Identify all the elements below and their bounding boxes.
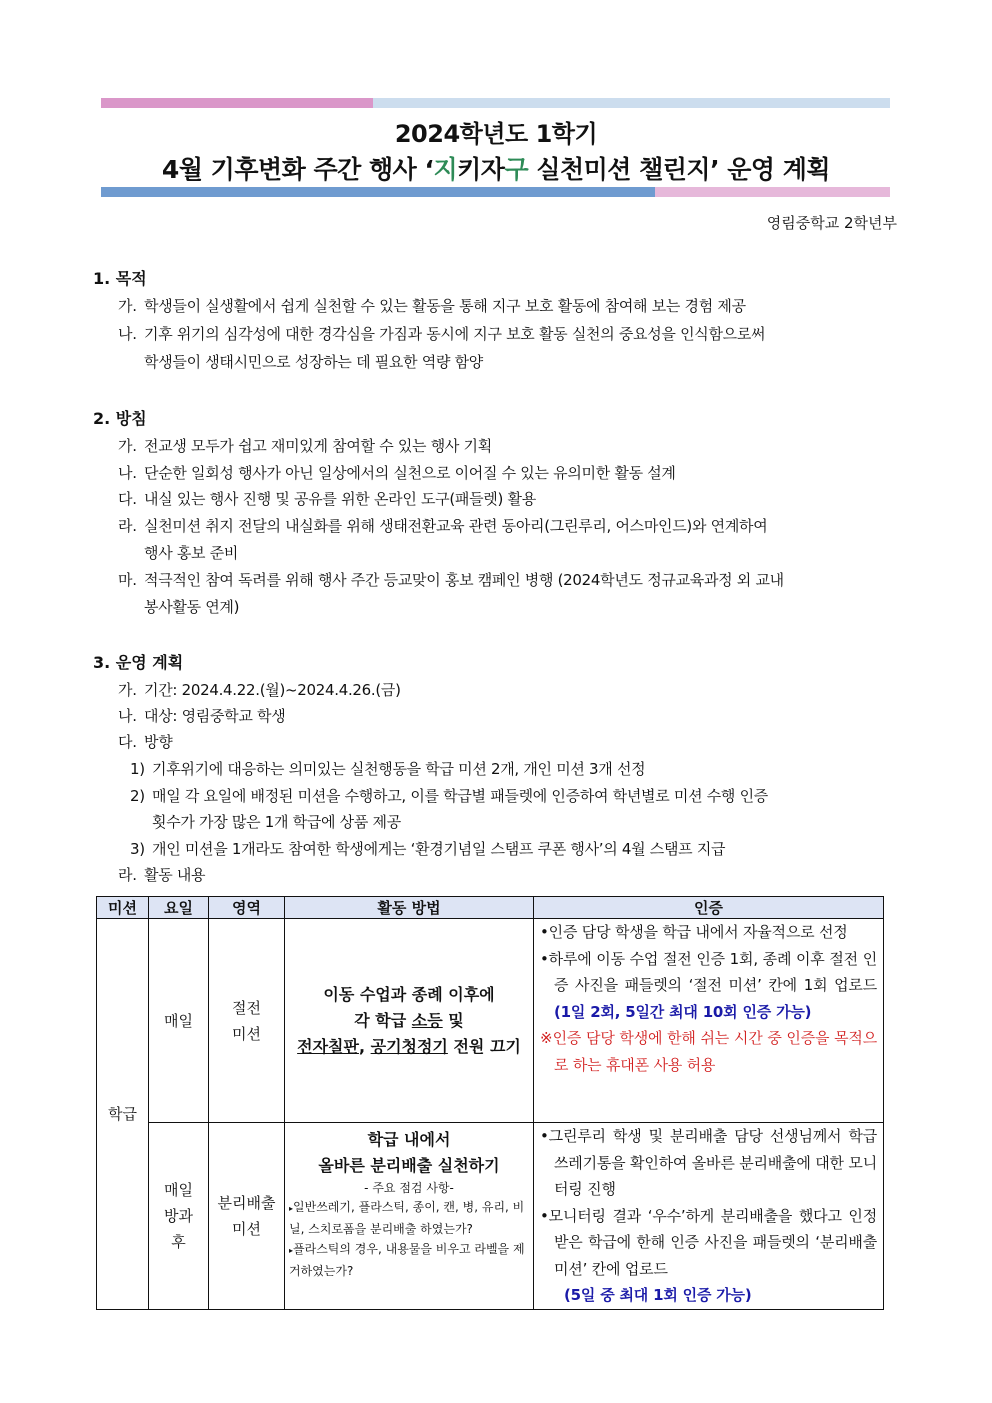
day-line: 매일 bbox=[164, 1180, 193, 1199]
title-part: 4월 기후변화 주간 행사 ‘ bbox=[161, 155, 434, 184]
item-label: 라. bbox=[118, 866, 137, 884]
item-label: 3) bbox=[130, 840, 145, 858]
triangle-bullet-icon: ▸ bbox=[289, 1246, 294, 1255]
item-text: 전교생 모두가 쉽고 재미있게 참여할 수 있는 행사 기획 bbox=[144, 437, 492, 455]
cert-text: •하루에 이동 수업 절전 인증 1회, 종례 이후 절전 인증 사진을 패들렛의 ‘절전 미션’ 칸에 1회 업로드 bbox=[540, 949, 877, 994]
table-header-row bbox=[97, 897, 884, 919]
section-2-item bbox=[118, 513, 898, 539]
method-line: 학급 내에서 bbox=[367, 1130, 451, 1149]
item-text: 실천미션 취지 전달의 내실화를 위해 생태전환교육 관련 동아리(그린루리, 어스마인드)와 연계하여 bbox=[144, 517, 768, 535]
direction-item bbox=[130, 756, 898, 782]
area-line: 분리배출 bbox=[217, 1193, 276, 1212]
col-header-certification: 인증 bbox=[534, 897, 884, 919]
section-1-item-cont: 학생들이 생태시민으로 성장하는 데 필요한 역량 함양 bbox=[144, 353, 483, 371]
item-label: 나. bbox=[118, 325, 137, 343]
table-row bbox=[97, 919, 884, 1123]
method-text: 전원 끄기 bbox=[447, 1036, 521, 1056]
method-underlined: 공기청정기 bbox=[370, 1036, 448, 1056]
item-text: 단순한 일회성 행사가 아닌 일상에서의 실천으로 이어질 수 있는 유의미한 활동 설계 bbox=[144, 464, 676, 482]
col-header-method: 활동 방법 bbox=[285, 897, 534, 919]
item-text: 활동 내용 bbox=[144, 866, 206, 884]
item-text: 개인 미션을 1개라도 참여한 학생에게는 ‘환경기념일 스탬프 쿠폰 행사’의 4월 스탬프 지급 bbox=[152, 840, 726, 858]
area-line: 미션 bbox=[232, 1024, 261, 1043]
mission-cell bbox=[97, 919, 149, 1310]
item-label: 1) bbox=[130, 760, 145, 778]
cert-note: ※인증 담당 학생에 한해 쉬는 시간 중 인증을 목적으로 하는 휴대폰 사용 허용 bbox=[540, 1029, 877, 1074]
certification-cell bbox=[534, 1123, 884, 1310]
table-row bbox=[97, 1123, 884, 1310]
item-label: 마. bbox=[118, 571, 137, 589]
method-cell bbox=[285, 919, 534, 1123]
item-label: 나. bbox=[118, 464, 137, 482]
title-accent: 지 bbox=[433, 155, 458, 184]
title-part: 키자 bbox=[457, 155, 505, 184]
item-text: 적극적인 참여 독려를 위해 행사 주간 등교맞이 홍보 캠페인 병행 (2024학년도 정규교육과정 외 교내 bbox=[144, 571, 784, 589]
cert-bullet: •인증 담당 학생을 학급 내에서 자율적으로 선정 bbox=[540, 923, 848, 941]
top-bar-lightblue bbox=[373, 98, 890, 108]
section-1-item bbox=[118, 293, 898, 319]
method-line bbox=[285, 1034, 533, 1060]
method-cell bbox=[285, 1123, 534, 1310]
title-part: 실천미션 챌린지’ 운영 계획 bbox=[528, 155, 831, 184]
item-label: 2) bbox=[130, 787, 145, 805]
section-2-item bbox=[118, 460, 898, 486]
item-text: 내실 있는 행사 진행 및 공유를 위한 온라인 도구(패들렛) 활용 bbox=[144, 490, 536, 508]
top-bar-pink bbox=[101, 98, 373, 108]
cert-bullet: •그린루리 학생 및 분리배출 담당 선생님께서 학급 쓰레기통을 확인하여 올바른 분리배출에 대한 모니터링 진행 bbox=[540, 1127, 877, 1198]
direction-item bbox=[130, 783, 898, 809]
bottom-bar-blue bbox=[101, 187, 655, 197]
area-line: 미션 bbox=[232, 1219, 261, 1238]
item-text: 매일 각 요일에 배정된 미션을 수행하고, 이를 학급별 패들렛에 인증하여 학년별로 미션 수행 인증 bbox=[152, 787, 768, 805]
item-text: 방향 bbox=[144, 733, 173, 751]
check-text: 플라스틱의 경우, 내용물을 비우고 라벨을 제거하였는가? bbox=[289, 1242, 525, 1278]
method-line bbox=[285, 1008, 533, 1034]
day-line: 방과 bbox=[164, 1206, 193, 1225]
method-underlined: 전자칠판 bbox=[297, 1036, 359, 1056]
section-2-item bbox=[118, 567, 898, 593]
check-item bbox=[285, 1239, 533, 1281]
col-header-day: 요일 bbox=[149, 897, 209, 919]
item-label: 가. bbox=[118, 681, 137, 699]
section-3-item bbox=[118, 729, 898, 755]
title-line-1: 2024학년도 1학기 bbox=[394, 120, 598, 148]
item-label: 다. bbox=[118, 490, 137, 508]
organization: 영림중학교 2학년부 bbox=[766, 214, 897, 232]
section-3-heading: 3. 운영 계획 bbox=[93, 653, 184, 672]
item-text: 대상: 영림중학교 학생 bbox=[144, 707, 286, 725]
cert-highlight: (5일 중 최대 1회 인증 가능) bbox=[564, 1286, 752, 1304]
method-text: 및 bbox=[442, 1010, 464, 1030]
item-text: 기간: 2024.4.22.(월)~2024.4.26.(금) bbox=[144, 681, 401, 699]
check-text: 일반쓰레기, 플라스틱, 종이, 캔, 병, 유리, 비닐, 스치로폼을 분리배출 하였는가? bbox=[289, 1200, 525, 1236]
section-3-item bbox=[118, 703, 898, 729]
check-item bbox=[285, 1197, 533, 1239]
col-header-mission: 미션 bbox=[97, 897, 149, 919]
activity-table bbox=[96, 896, 884, 1310]
item-label: 가. bbox=[118, 437, 137, 455]
method-text: 각 학급 bbox=[354, 1010, 412, 1030]
title-accent: 구 bbox=[504, 155, 529, 184]
area-line: 절전 bbox=[232, 998, 261, 1017]
method-line: 올바른 분리배출 실천하기 bbox=[318, 1156, 500, 1175]
section-3-item bbox=[118, 677, 898, 703]
section-1-item bbox=[118, 321, 898, 347]
cert-bullet: •모니터링 결과 ‘우수’하게 분리배출을 했다고 인정받은 학급에 한해 인증 사진을 패들렛의 ‘분리배출 미션’ 칸에 업로드 bbox=[540, 1206, 877, 1278]
section-1-heading: 1. 목적 bbox=[93, 269, 147, 288]
item-label: 라. bbox=[118, 517, 137, 535]
mission-label: 학급 bbox=[108, 1105, 137, 1124]
day-line: 후 bbox=[171, 1232, 186, 1251]
section-2-item-cont: 봉사활동 연계) bbox=[144, 598, 240, 616]
item-text: 기후위기에 대응하는 의미있는 실천행동을 학급 미션 2개, 개인 미션 3개 선정 bbox=[152, 760, 646, 778]
col-header-area: 영역 bbox=[209, 897, 285, 919]
item-label: 가. bbox=[118, 297, 137, 315]
item-label: 다. bbox=[118, 733, 137, 751]
section-2-item bbox=[118, 433, 898, 459]
day-cell bbox=[149, 1123, 209, 1310]
section-2-item-cont: 행사 홍보 준비 bbox=[144, 544, 239, 562]
section-2-item bbox=[118, 486, 898, 512]
bottom-bar-pink bbox=[655, 187, 890, 197]
section-2-heading: 2. 방침 bbox=[93, 409, 147, 428]
method-text: , bbox=[358, 1036, 371, 1056]
direction-item-cont: 횟수가 가장 많은 1개 학급에 상품 제공 bbox=[152, 813, 401, 831]
item-label: 나. bbox=[118, 707, 137, 725]
section-3-item bbox=[118, 862, 898, 888]
method-subheading: - 주요 점검 사항- bbox=[364, 1181, 454, 1195]
direction-item bbox=[130, 836, 898, 862]
title-line-2 bbox=[0, 150, 992, 186]
triangle-bullet-icon: ▸ bbox=[289, 1204, 294, 1213]
item-text: 기후 위기의 심각성에 대한 경각심을 가짐과 동시에 지구 보호 활동 실천의 중요성을 인식함으로써 bbox=[144, 325, 766, 343]
day-cell: 매일 bbox=[149, 919, 209, 1123]
area-cell bbox=[209, 919, 285, 1123]
area-cell bbox=[209, 1123, 285, 1310]
cert-highlight: (1일 2회, 5일간 최대 10회 인증 가능) bbox=[554, 1002, 812, 1021]
method-line: 이동 수업과 종례 이후에 bbox=[323, 984, 495, 1004]
certification-cell bbox=[534, 919, 884, 1123]
method-underlined: 소등 bbox=[411, 1010, 443, 1030]
item-text: 학생들이 실생활에서 쉽게 실천할 수 있는 활동을 통해 지구 보호 활동에 참여해 보는 경험 제공 bbox=[144, 297, 746, 315]
cert-bullet bbox=[540, 946, 877, 1026]
